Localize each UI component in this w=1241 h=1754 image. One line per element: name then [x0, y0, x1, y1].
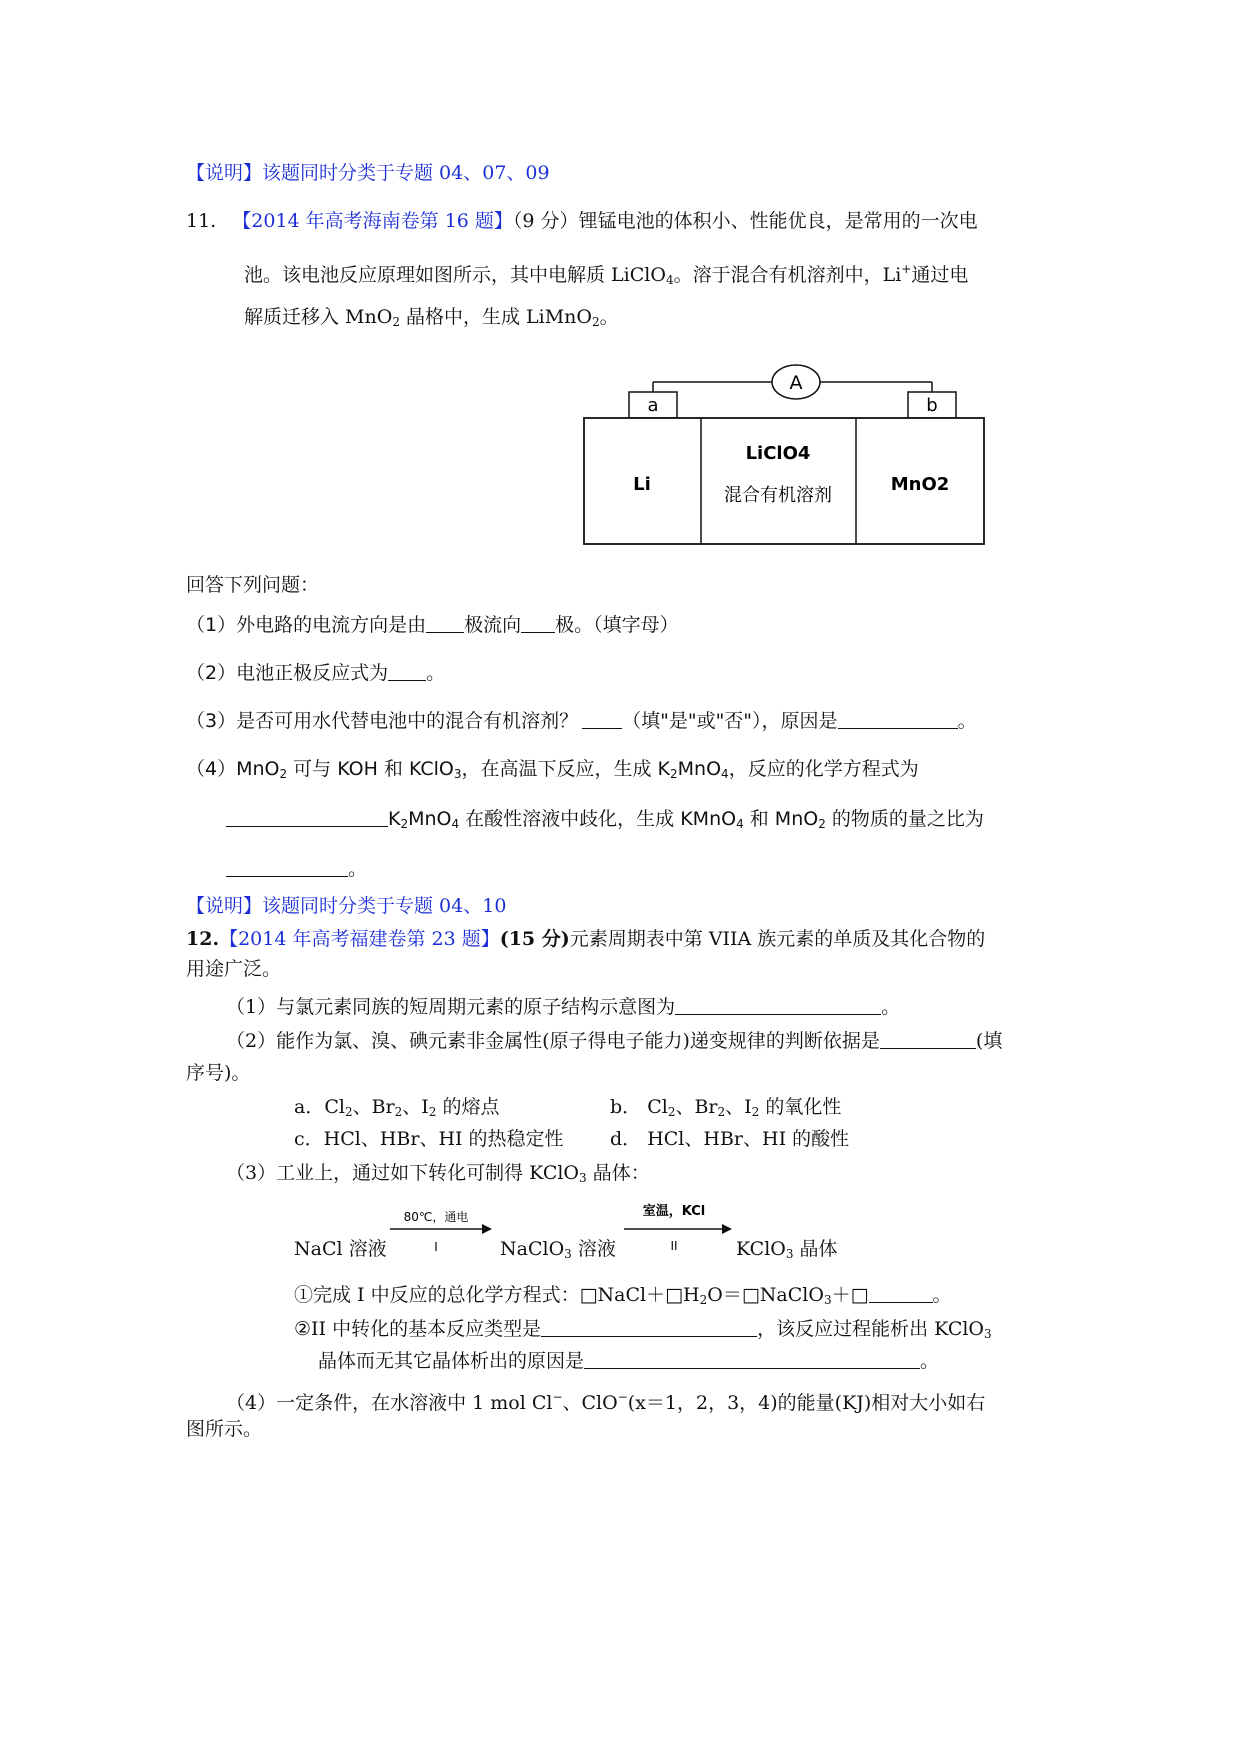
flow-mid [500, 1236, 616, 1267]
subscript: 2 [670, 767, 678, 781]
part-1 [186, 612, 679, 638]
note-label: 【说明】 [186, 895, 263, 917]
answer-blank[interactable] [388, 662, 426, 681]
sub-q-2 [294, 1316, 992, 1347]
q11-line-3 [244, 304, 619, 335]
question-text: 晶体： [586, 1162, 650, 1184]
option-c: c．HCl、HBr、HI 的热稳定性 [294, 1128, 564, 1150]
question-text: (x＝1，2，3，4)的能量(KJ)相对大小如右 [627, 1392, 986, 1414]
question-text: 解质迁移入 MnO [244, 306, 393, 328]
part-4-line-2 [226, 806, 984, 837]
electrolyte-label: LiClO4 [745, 443, 811, 464]
note-label: 【说明】 [186, 162, 263, 184]
question-text: 晶格中，生成 LiMnO [399, 306, 592, 328]
flow-text: KClO [736, 1238, 786, 1260]
question-number: 11. [186, 210, 217, 232]
part-text: K [388, 808, 401, 830]
part-text: （3）是否可用水代替电池中的混合有机溶剂？ [186, 710, 579, 732]
superscript: − [552, 1390, 563, 1404]
sub-q-1 [294, 1282, 952, 1313]
subscript: 2 [392, 315, 400, 329]
flow-end [736, 1236, 838, 1267]
subscript: 4 [721, 767, 729, 781]
subscript: 2 [394, 1105, 403, 1119]
answer-blank[interactable] [675, 996, 881, 1015]
part-text: 可与 KOH 和 KClO [287, 758, 454, 780]
question-source: 【2014 年高考福建卷第 23 题】 [219, 928, 500, 950]
answer-blank[interactable] [584, 1350, 920, 1369]
option-b [610, 1094, 841, 1125]
question-text: 池。该电池反应原理如图所示，其中电解质 LiClO [244, 264, 666, 286]
part-text: （4）MnO [186, 758, 280, 780]
q12-sub-3 [226, 1160, 650, 1191]
question-number: 12. [186, 928, 220, 950]
option-text: 、Br [675, 1096, 718, 1118]
subscript: 4 [665, 273, 674, 287]
part-2 [186, 660, 445, 686]
question-text: 。 [932, 1284, 952, 1306]
part-text: 和 MnO [743, 808, 819, 830]
question-text: 通过电 [911, 264, 969, 286]
arrow-1-condition: 80℃，通电 [403, 1210, 469, 1224]
subscript: 2 [400, 817, 409, 831]
anode-label: Li [633, 474, 651, 495]
question-score: （9 分） [512, 210, 579, 232]
subscript: 2 [344, 1105, 353, 1119]
q12-line-1 [186, 926, 985, 952]
part-text: MnO [677, 758, 722, 780]
part-4 [186, 756, 919, 787]
option-text: 、I [402, 1096, 429, 1118]
subscript: 3 [823, 1293, 832, 1307]
q12-sub-4 [226, 1384, 985, 1416]
question-text: 。 [599, 306, 619, 328]
option-text: 、I [725, 1096, 752, 1118]
q12-sub-2-cont: 序号)。 [186, 1062, 251, 1084]
part-text: ，反应的化学方程式为 [728, 758, 919, 780]
question-text: 、ClO [562, 1392, 618, 1414]
answer-blank[interactable] [582, 710, 622, 729]
q12-sub-4-cont: 图所示。 [186, 1418, 263, 1440]
note-1 [186, 160, 550, 186]
question-text: （2）能作为氯、溴、碘元素非金属性(原子得电子能力)递变规律的判断依据是 [226, 1030, 880, 1052]
answer-blank[interactable] [880, 1030, 976, 1049]
note-text: 该题同时分类于专题 04、07、09 [262, 162, 550, 184]
question-text: （1）与氯元素同族的短周期元素的原子结构示意图为 [226, 996, 676, 1018]
subscript: 3 [984, 1327, 992, 1341]
sub-q-2-cont [318, 1348, 939, 1374]
part-text: （1）外电路的电流方向是由 [186, 614, 427, 636]
answer-blank[interactable] [838, 710, 958, 729]
flow-text: 晶体 [793, 1238, 838, 1260]
electrode-b-label: b [926, 395, 938, 416]
part-4-line-3 [226, 856, 367, 882]
answer-blank[interactable] [541, 1318, 757, 1337]
part-text: ，在高温下反应，生成 K [461, 758, 671, 780]
answer-blank[interactable] [226, 808, 388, 827]
option-text: 的熔点 [436, 1096, 500, 1118]
answer-intro: 回答下列问题： [186, 574, 320, 596]
question-text: （4）一定条件，在水溶液中 1 mol Cl [226, 1392, 553, 1414]
subscript: 4 [451, 817, 460, 831]
part-text: 。 [348, 858, 368, 880]
answer-blank[interactable] [426, 614, 464, 633]
subscript: 2 [667, 1105, 676, 1119]
arrow-2-head [722, 1224, 732, 1234]
subscript: 2 [428, 1105, 437, 1119]
note-text: 该题同时分类于专题 04、10 [262, 895, 507, 917]
answer-blank[interactable] [521, 614, 555, 633]
question-text: ②II 中转化的基本反应类型是 [294, 1318, 542, 1340]
flow-text: NaClO [500, 1238, 565, 1260]
subscript: 3 [785, 1247, 794, 1261]
q11-line-2 [244, 256, 968, 293]
arrow-2-step: II [670, 1239, 678, 1253]
flow-text: 溶液 [571, 1238, 616, 1260]
question-text: 元素周期表中第 VIIA 族元素的单质及其化合物的 [569, 928, 986, 950]
option-d: d． HCl、HBr、HI 的酸性 [610, 1128, 850, 1150]
subscript: 4 [736, 817, 744, 831]
subscript: 2 [279, 767, 288, 781]
option-text: a．Cl [294, 1096, 345, 1118]
answer-blank[interactable] [869, 1284, 933, 1303]
question-source: 【2014 年高考海南卷第 16 题】 [232, 210, 513, 232]
subscript: 2 [751, 1105, 760, 1119]
question-text: 晶体而无其它晶体析出的原因是 [318, 1350, 585, 1372]
part-text: 的物质的量之比为 [825, 808, 984, 830]
subscript: 2 [592, 315, 600, 329]
part-text: 极。（填字母） [555, 614, 679, 636]
question-text: 。 [881, 996, 901, 1018]
note-2 [186, 893, 506, 919]
question-text: ，该反应过程能析出 KClO [757, 1318, 985, 1340]
q12-sub-1 [226, 994, 900, 1020]
subscript: 2 [717, 1105, 726, 1119]
question-text: 。溶于混合有机溶剂中，Li [673, 264, 902, 286]
question-text: ①完成 I 中反应的总化学方程式：□NaCl＋□H [294, 1284, 700, 1306]
option-text: 的氧化性 [759, 1096, 842, 1118]
question-text: 锂锰电池的体积小、性能优良，是常用的一次电 [578, 210, 978, 232]
subscript: 2 [818, 817, 826, 831]
arrow-1-head [482, 1224, 492, 1234]
part-text: MnO [408, 808, 452, 830]
answer-blank[interactable] [226, 858, 348, 877]
arrow-1 [388, 1206, 494, 1262]
part-text: 在酸性溶液中歧化，生成 KMnO [459, 808, 737, 830]
subscript: 2 [699, 1293, 708, 1307]
option-text: 、Br [352, 1096, 395, 1118]
part-text: 。 [426, 662, 446, 684]
q11-line-1 [186, 208, 978, 234]
arrow-2-condition: 室温，KCl [642, 1204, 706, 1219]
cathode-label: MnO2 [890, 474, 950, 495]
superscript: + [901, 262, 912, 276]
superscript: − [617, 1390, 628, 1404]
option-a [294, 1094, 499, 1125]
q12-line-2: 用途广泛。 [186, 958, 282, 980]
subscript: 3 [579, 1171, 587, 1185]
option-text: b． Cl [610, 1096, 668, 1118]
part-text: （填"是"或"否"），原因是 [622, 710, 838, 732]
subscript: 3 [564, 1247, 572, 1261]
electrode-a-label: a [647, 395, 659, 416]
part-text: 。 [957, 710, 977, 732]
ammeter-label: A [789, 372, 803, 394]
solvent-label: 混合有机溶剂 [724, 485, 832, 506]
part-text: 极流向 [464, 614, 522, 636]
q12-sub-2 [226, 1028, 1002, 1054]
battery-diagram [580, 360, 1000, 550]
question-score: (15 分) [499, 928, 570, 950]
arrow-2 [622, 1200, 734, 1262]
part-3 [186, 708, 977, 734]
question-text: （3）工业上，通过如下转化可制得 KClO [226, 1162, 580, 1184]
question-text: O＝□NaClO [707, 1284, 824, 1306]
part-text: （2）电池正极反应式为 [186, 662, 389, 684]
subscript: 3 [453, 767, 462, 781]
arrow-1-step: I [434, 1240, 438, 1254]
question-text: ＋□ [831, 1284, 869, 1306]
flow-start: NaCl 溶液 [294, 1238, 387, 1260]
question-text: 。 [920, 1350, 940, 1372]
question-text: (填 [975, 1030, 1003, 1052]
